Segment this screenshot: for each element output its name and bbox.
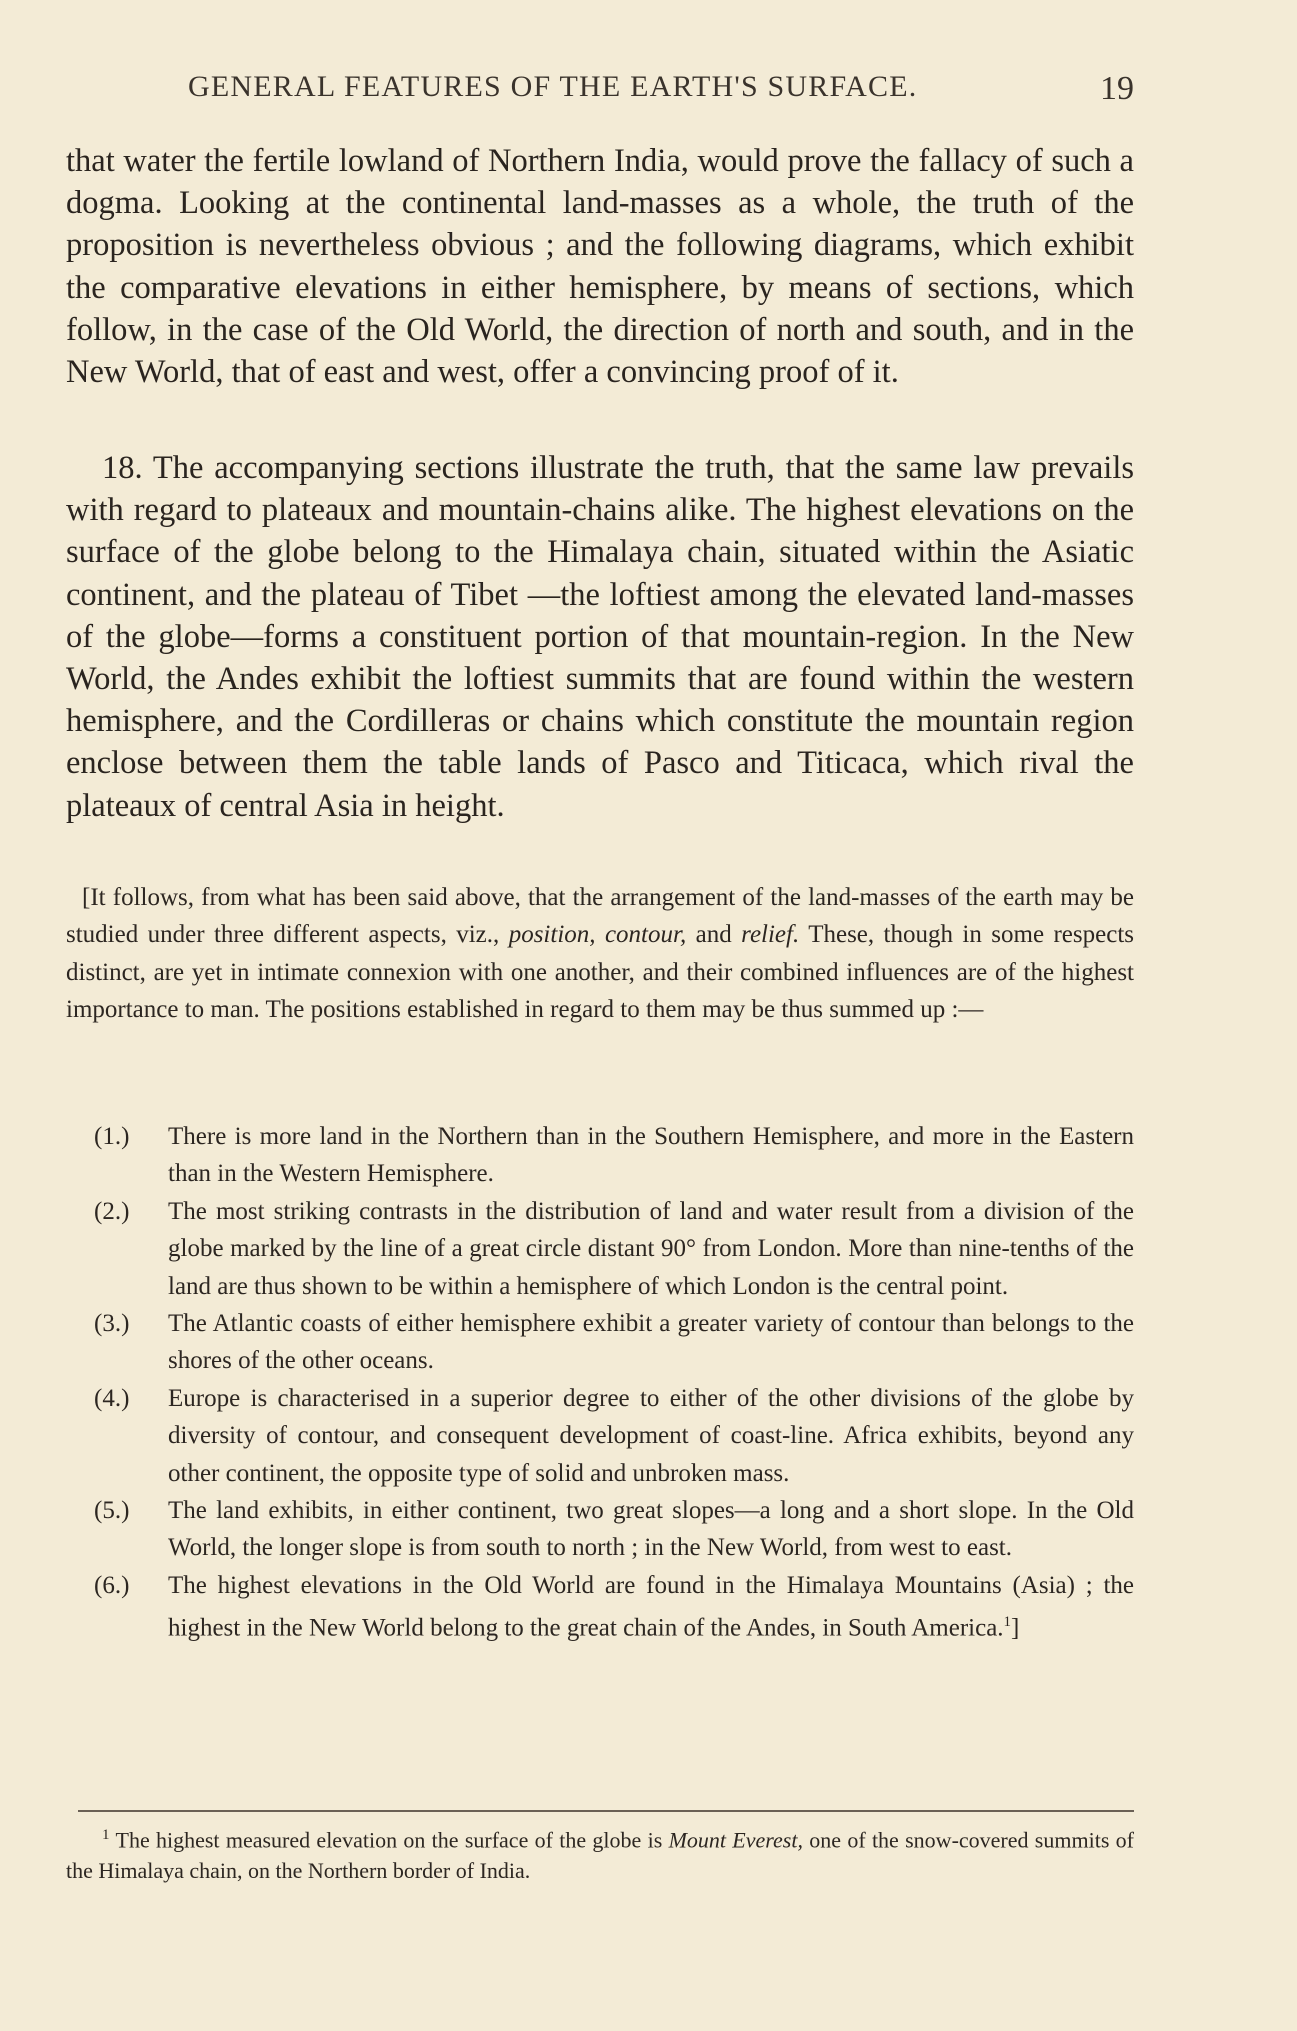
footnote-text-1: The highest measured elevation on the surface of the globe is: [115, 1827, 669, 1853]
summary-intro-text-1: [It follows, from what has been said above, that the arrangement of the land-masses of the earth may be studied under three different aspects, viz.,: [66, 884, 1134, 949]
list-item-number: (3.): [94, 1310, 130, 1338]
body-paragraph-1: that water the fertile lowland of Northern India, would prove the fallacy of such a dogma. Looking at the continental land-masses as a whole, the truth of the proposition is nevertheless obvious ; and the following diagrams, which exhibit the comparative elevations in either hemisphere, by means of sections, which follow, in the case of the Old World, the direction of north and south, and in the New World, that of east and west, offer a convincing proof of it.: [66, 143, 1134, 391]
running-title: GENERAL FEATURES OF THE EARTH'S SURFACE.: [188, 70, 918, 103]
list-item-text: The Atlantic coasts of either hemisphere exhibit a greater variety of contour than belongs to the shores of the other oceans.: [168, 1310, 1134, 1375]
term-relief: relief.: [741, 921, 800, 949]
list-item: [66, 1305, 1134, 1380]
term-position: position,: [508, 921, 596, 949]
list-item-text: The land exhibits, in either continent, two great slopes—a long and a short slope. In the Old World, the longer slope is from south to north ; in the New World, from west to east.: [168, 1497, 1134, 1562]
summary-intro: [66, 879, 1134, 1029]
footnote-rule: [78, 1810, 1134, 1812]
footnote-italic: Mount Everest,: [668, 1827, 803, 1853]
list-item: [66, 1118, 1134, 1193]
list-item-text: The highest elevations in the Old World are found in the Himalaya Mountains (Asia) ; the highest in the New World belong to the great chain of the Andes, in South America.: [168, 1571, 1134, 1642]
list-item-number: (5.): [94, 1497, 130, 1525]
list-item-text: The most striking contrasts in the distribution of land and water result from a division of the globe marked by the line of a great circle distant 90° from London. More than nine-tenths of the land are thus shown to be within a hemisphere of which London is the central point.: [168, 1197, 1134, 1300]
list-item-text: There is more land in the Northern than in the Southern Hemisphere, and more in the Eastern than in the Western Hemisphere.: [168, 1123, 1134, 1188]
summary-list: [66, 1118, 1134, 1647]
list-item-number: (6.): [94, 1571, 130, 1599]
footnote-mark: 1: [102, 1827, 110, 1843]
list-item-text: Europe is characterised in a superior degree to either of the other divisions of the globe by diversity of contour, and consequent development of coast-line. Africa exhibits, beyond any other continent, the opposite type of solid and unbroken mass.: [168, 1384, 1134, 1487]
footnote-text-2: one of the snow-covered summits of the Himalaya chain, on the Northern border of India.: [66, 1827, 1135, 1884]
list-item-number: (2.): [94, 1197, 130, 1225]
list-item-number: (4.): [94, 1384, 130, 1412]
list-item: [66, 1492, 1134, 1567]
term-contour: contour,: [604, 921, 687, 949]
body-paragraph-2: 18. The accompanying sections illustrate the truth, that the same law prevails with regard to plateaux and mountain-chains alike. The highest elevations on the surface of the globe belong to the Himalaya chain, situated within the Asiatic continent, and the plateau of Tibet —the loftiest among the elevated land-masses of the globe—forms a constituent portion of that mountain-region. In the New World, the Andes exhibit the loftiest summits that are found within the western hemisphere, and the Cordilleras or chains which constitute the mountain region enclose between them the table lands of Pasco and Titicaca, which rival the plateaux of central Asia in height.: [66, 450, 1134, 824]
footnote: [66, 1820, 1134, 1886]
list-item: [66, 1567, 1134, 1647]
summary-intro-and: and: [686, 921, 742, 949]
footnote-reference[interactable]: 1: [1003, 1614, 1012, 1631]
closing-bracket: ]: [1011, 1614, 1020, 1642]
running-head: [66, 70, 1134, 110]
list-item: [66, 1193, 1134, 1305]
summary-intro-text-2: These, though in some respects distinct, are yet in intimate connexion with one another, and their combined influences are of the highest importance to man. The positions established in regard to them may be thus summed up :—: [66, 921, 1134, 1024]
list-item: [66, 1380, 1134, 1492]
page-number: 19: [1100, 70, 1134, 107]
list-item-number: (1.): [94, 1123, 130, 1150]
